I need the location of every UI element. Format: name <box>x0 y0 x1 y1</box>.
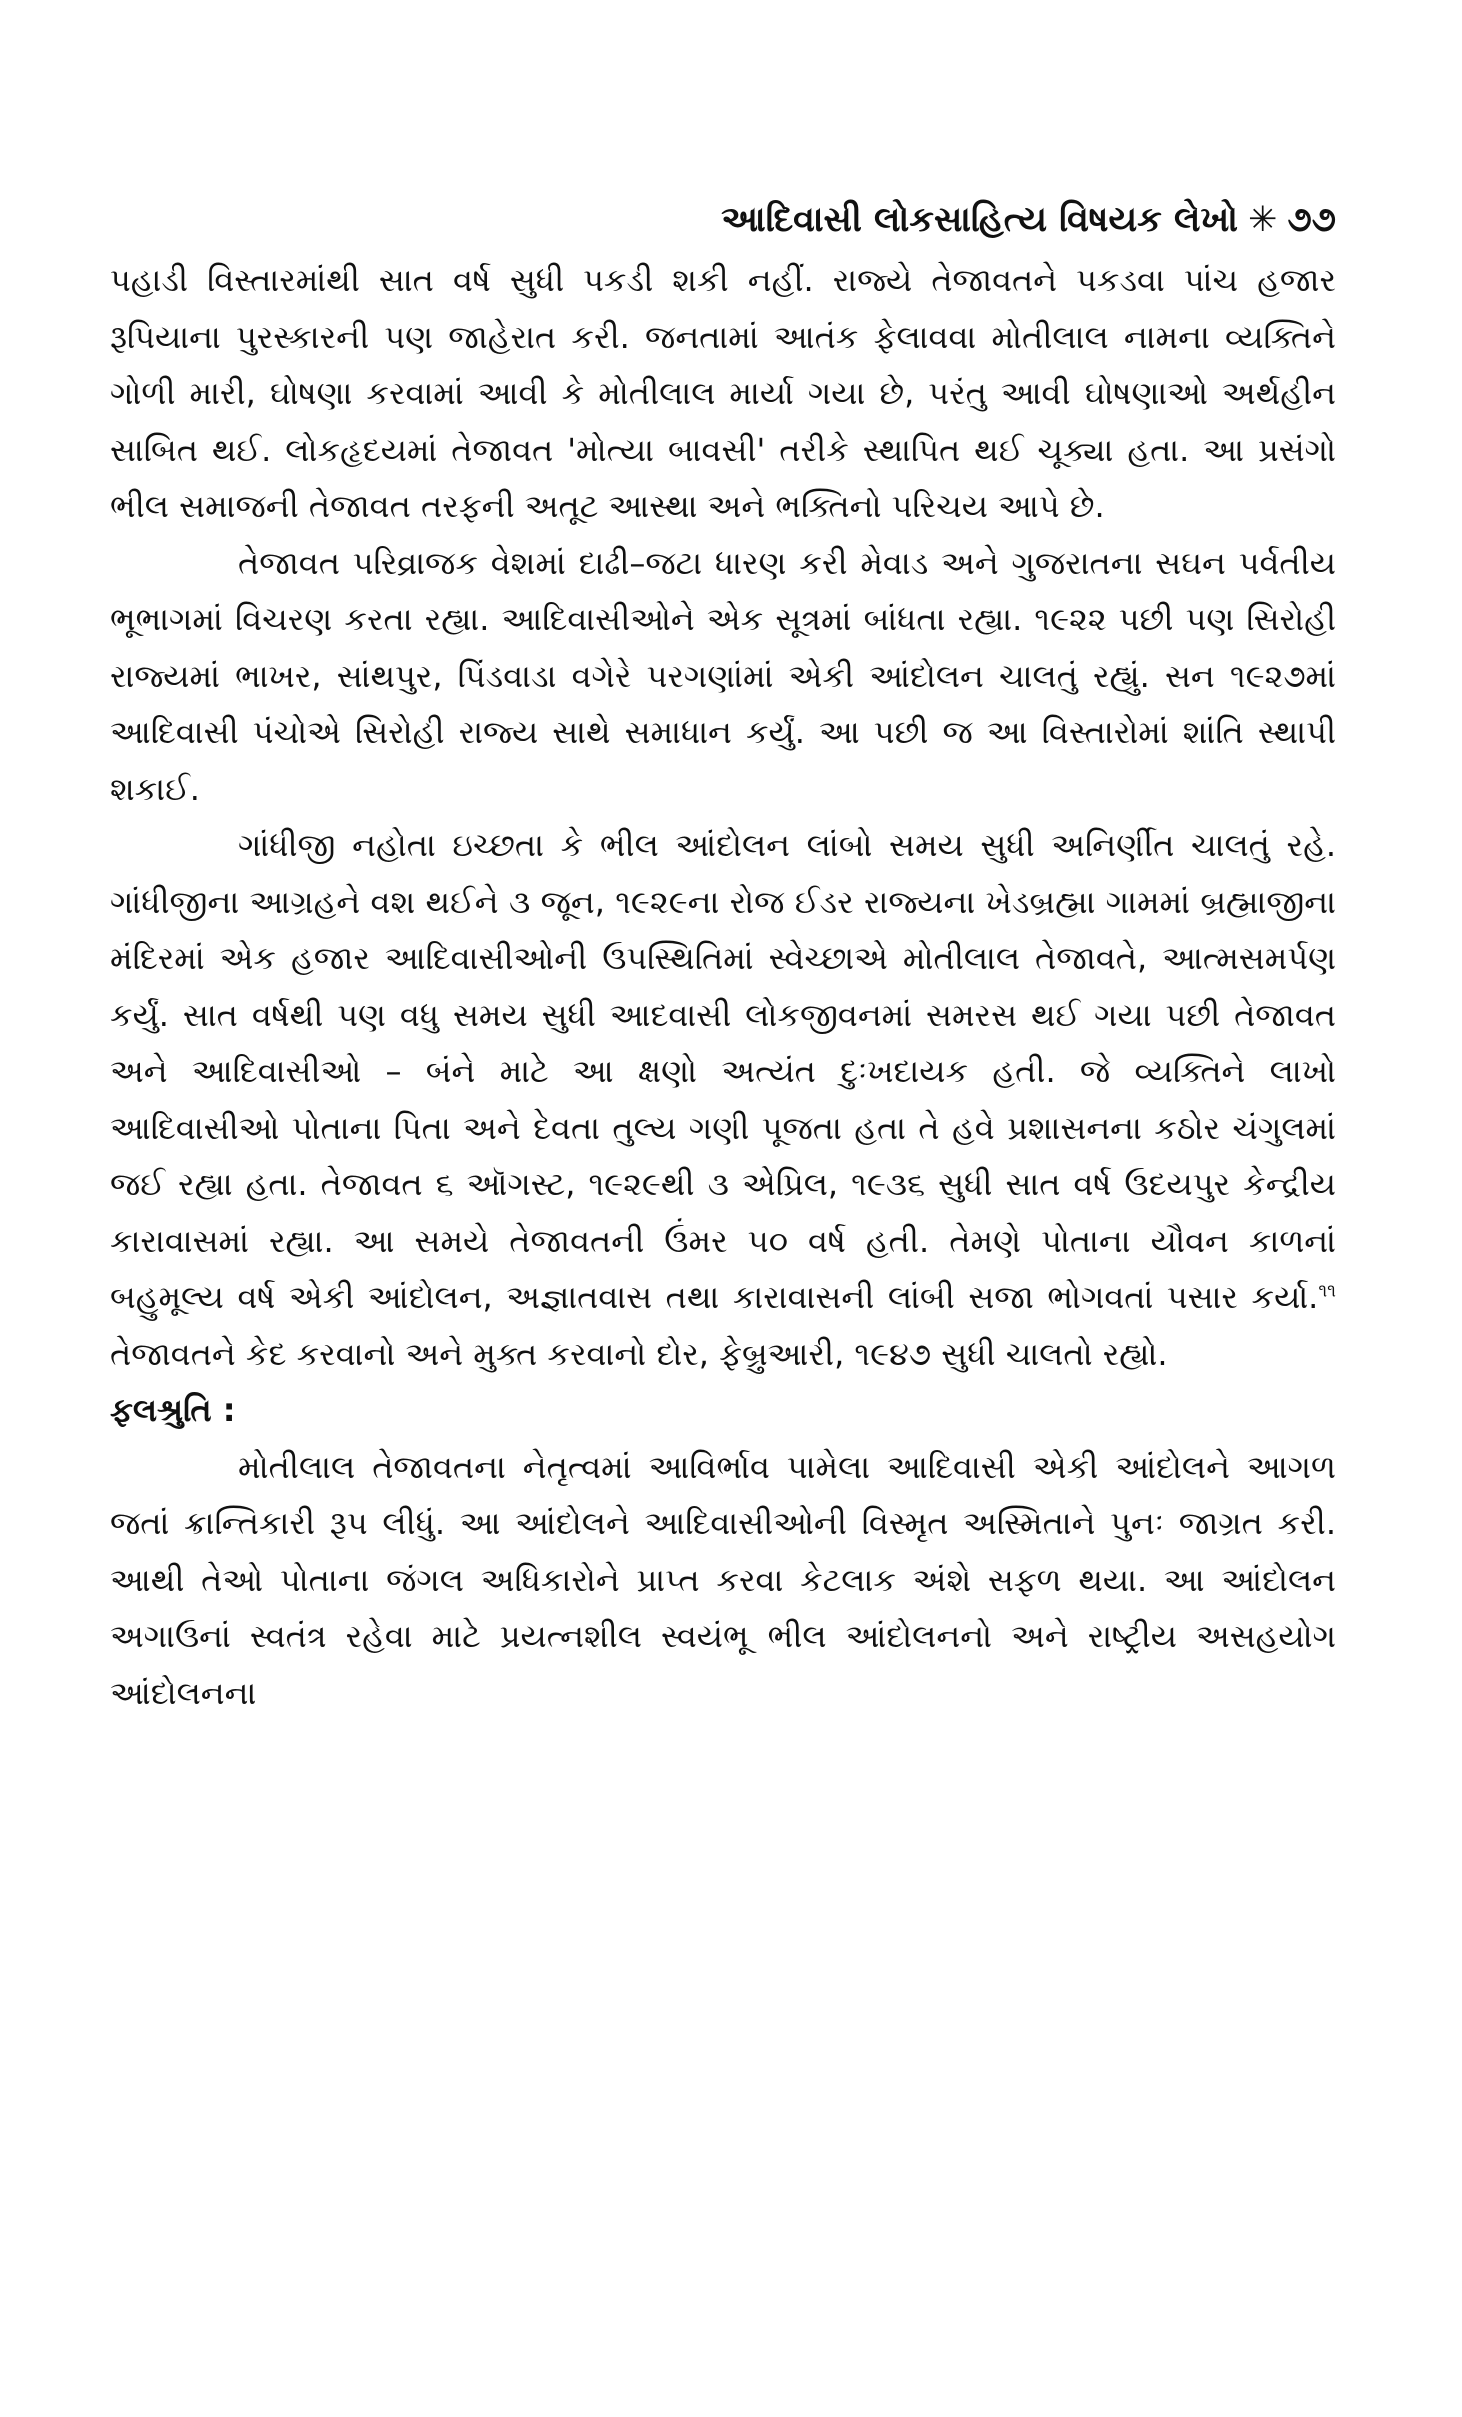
book-page <box>110 190 1336 1721</box>
running-header <box>110 190 1336 250</box>
paragraph-3-continued-text: તેજાવતને કેદ કરવાનો અને મુક્ત કરવાનો દોર, ફેબ્રુઆરી, ૧૯૪૭ સુધી ચાલતો રહ્યો. <box>110 1334 1168 1373</box>
section-paragraph: મોતીલાલ તેજાવતના નેતૃત્વમાં આવિર્ભાવ પામેલા આદિવાસી એકી આંદોલને આગળ જતાં ક્રાન્તિકારી રૂપ લીધું. આ આંદોલને આદિવાસીઓની વિસ્મૃત અસ્મિતાને પુનઃ જાગ્રત કરી. આથી તેઓ પોતાના જંગલ અધિકારોને પ્રાપ્ત કરવા કેટલાક અંશે સફળ થયા. આ આંદોલન અગાઉનાં સ્વતંત્ર રહેવા માટે પ્રયત્નશીલ સ્વયંભૂ ભીલ આંદોલનનો અને રાષ્ટ્રીય અસહયોગ આંદોલનના <box>110 1447 1336 1712</box>
paragraph-2: તેજાવત પરિવ્રાજક વેશમાં દાઢી–જટા ધારણ કરી મેવાડ અને ગુજરાતના સઘન પર્વતીય ભૂભાગમાં વિચરણ કરતા રહ્યા. આદિવાસીઓને એક સૂત્રમાં બાંધતા રહ્યા. ૧૯૨૨ પછી પણ સિરોહી રાજ્યમાં ભાખર, સાંથપુર, પિંડવાડા વગેરે પરગણાંમાં એકી આંદોલન ચાલતું રહ્યું. સન ૧૯૨૭માં આદિવાસી પંચોએ સિરોહી રાજ્ય સાથે સમાધાન કર્યું. આ પછી જ આ વિસ્તારોમાં શાંતિ સ્થાપી શકાઈ. <box>110 543 1336 808</box>
running-header-title: આદિવાસી લોકસાહિત્ય વિષયક લેખો <box>721 200 1239 240</box>
page-number: ૭૭ <box>1287 200 1336 240</box>
paragraph-3 <box>110 817 1336 1382</box>
footnote-reference: ૧૧ <box>1318 1280 1336 1302</box>
paragraph-1: પહાડી વિસ્તારમાંથી સાત વર્ષ સુધી પકડી શકી નહીં. રાજ્યે તેજાવતને પકડવા પાંચ હજાર રૂપિયાના પુરસ્કારની પણ જાહેરાત કરી. જનતામાં આતંક ફેલાવવા મોતીલાલ નામના વ્યક્તિને ગોળી મારી, ઘોષણા કરવામાં આવી કે મોતીલાલ માર્યા ગયા છે, પરંતુ આવી ઘોષણાઓ અર્થહીન સાબિત થઈ. લોકહૃદયમાં તેજાવત 'મોત્યા બાવસી' તરીકે સ્થાપિત થઈ ચૂક્યા હતા. આ પ્રસંગો ભીલ સમાજની તેજાવત તરફની અતૂટ આસ્થા અને ભક્તિનો પરિચય આપે છે. <box>110 261 1336 525</box>
asterisk-separator-icon: ✳ <box>1248 200 1278 240</box>
paragraph-3-text: ગાંધીજી નહોતા ઇચ્છતા કે ભીલ આંદોલન લાંબો સમય સુધી અનિર્ણીત ચાલતું રહે. ગાંધીજીના આગ્રહને વશ થઈને ૩ જૂન, ૧૯૨૯ના રોજ ઈડર રાજ્યના ખેડબ્રહ્મા ગામમાં બ્રહ્માજીના મંદિરમાં એક હજાર આદિવાસીઓની ઉપસ્થિતિમાં સ્વેચ્છાએ મોતીલાલ તેજાવતે, આત્મસમર્પણ કર્યું. સાત વર્ષથી પણ વધુ સમય સુધી આદવાસી લોકજીવનમાં સમરસ થઈ ગયા પછી તેજાવત અને આદિવાસીઓ – બંને માટે આ ક્ષણો અત્યંત દુઃખદાયક હતી. જે વ્યક્તિને લાખો આદિવાસીઓ પોતાના પિતા અને દેવતા તુલ્ય ગણી પૂજતા હતા તે હવે પ્રશાસનના કઠોર ચંગુલમાં જઈ રહ્યા હતા. તેજાવત ૬ ઑગસ્ટ, ૧૯૨૯થી ૩ એપ્રિલ, ૧૯૩૬ સુધી સાત વર્ષ ઉદયપુર કેન્દ્રીય કારાવાસમાં રહ્યા. આ સમયે તેજાવતની ઉંમર ૫૦ વર્ષ હતી. તેમણે પોતાના યૌવન કાળનાં બહુમૂલ્ય વર્ષ એકી આંદોલન, અજ્ઞાતવાસ તથા કારાવાસની લાંબી સજા ભોગવતાં પસાર કર્યા. <box>110 826 1336 1316</box>
section-heading: ફલશ્રુતિ : <box>110 1391 236 1429</box>
